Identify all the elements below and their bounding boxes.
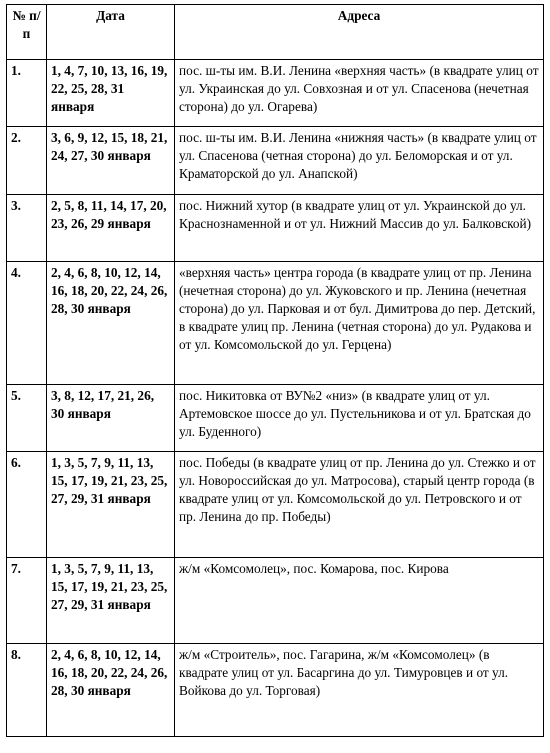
- table-header-row: [7, 5, 544, 60]
- row-number: 8.: [7, 644, 47, 737]
- row-number: 2.: [7, 127, 47, 195]
- header-address: Адреса: [175, 5, 544, 60]
- row-address: ж/м «Комсомолец», пос. Комарова, пос. Кирова: [175, 558, 544, 644]
- schedule-table: [6, 4, 544, 737]
- row-number: 7.: [7, 558, 47, 644]
- row-address: ж/м «Строитель», пос. Гагарина, ж/м «Комсомолец» (в квадрате улиц от ул. Басаргина до ул. Тимуровцев и от ул. Войкова до ул. Торговая): [175, 644, 544, 737]
- row-dates: 1, 4, 7, 10, 13, 16, 19, 22, 25, 28, 31 января: [47, 60, 175, 127]
- row-number: 6.: [7, 452, 47, 558]
- row-address: пос. Нижний хутор (в квадрате улиц от ул. Украинской до ул. Краснознаменной и от ул. Нижний Массив до ул. Балковской): [175, 195, 544, 262]
- row-dates: 2, 5, 8, 11, 14, 17, 20, 23, 26, 29 января: [47, 195, 175, 262]
- table-row: [7, 452, 544, 558]
- row-dates: 2, 4, 6, 8, 10, 12, 14, 16, 18, 20, 22, 24, 26, 28, 30 января: [47, 262, 175, 385]
- row-dates: 3, 6, 9, 12, 15, 18, 21, 24, 27, 30 января: [47, 127, 175, 195]
- row-dates: 1, 3, 5, 7, 9, 11, 13, 15, 17, 19, 21, 23, 25, 27, 29, 31 января: [47, 558, 175, 644]
- row-number: 5.: [7, 385, 47, 452]
- table-row: [7, 262, 544, 385]
- row-dates: 1, 3, 5, 7, 9, 11, 13, 15, 17, 19, 21, 23, 25, 27, 29, 31 января: [47, 452, 175, 558]
- row-address: «верхняя часть» центра города (в квадрате улиц от пр. Ленина (нечетная сторона) до ул. Жуковского и пр. Ленина (нечетная сторона) до ул. Парковая и от бул. Димитрова до пер. Детский, в квадрате улиц пр. Ленина (четная сторона) до ул. Рудакова и от ул. Комсомольской до ул. Герцена): [175, 262, 544, 385]
- table-row: [7, 385, 544, 452]
- table-row: [7, 127, 544, 195]
- table-row: [7, 195, 544, 262]
- table-row: [7, 60, 544, 127]
- row-address: пос. Победы (в квадрате улиц от пр. Ленина до ул. Стежко и от ул. Новороссийская до ул. Матросова), старый центр города (в квадрате улиц от ул. Комсомольской до ул. Петровского и от пр. Ленина до пр. Победы): [175, 452, 544, 558]
- row-address: пос. ш-ты им. В.И. Ленина «нижняя часть» (в квадрате улиц от ул. Спасенова (четная сторона) до ул. Беломорская и от ул. Краматорской до ул. Анапской): [175, 127, 544, 195]
- table-row: [7, 644, 544, 737]
- row-number: 4.: [7, 262, 47, 385]
- header-num: № п/п: [7, 5, 47, 60]
- row-dates: 3, 8, 12, 17, 21, 26, 30 января: [47, 385, 175, 452]
- table-row: [7, 558, 544, 644]
- row-number: 3.: [7, 195, 47, 262]
- row-dates: 2, 4, 6, 8, 10, 12, 14, 16, 18, 20, 22, 24, 26, 28, 30 января: [47, 644, 175, 737]
- row-address: пос. ш-ты им. В.И. Ленина «верхняя часть» (в квадрате улиц от ул. Украинская до ул. Совхозная и от ул. Спасенова (нечетная сторона) до ул. Огарева): [175, 60, 544, 127]
- header-date: Дата: [47, 5, 175, 60]
- row-address: пос. Никитовка от ВУ№2 «низ» (в квадрате улиц от ул. Артемовское шоссе до ул. Пустельникова и от ул. Братская до ул. Буденного): [175, 385, 544, 452]
- row-number: 1.: [7, 60, 47, 127]
